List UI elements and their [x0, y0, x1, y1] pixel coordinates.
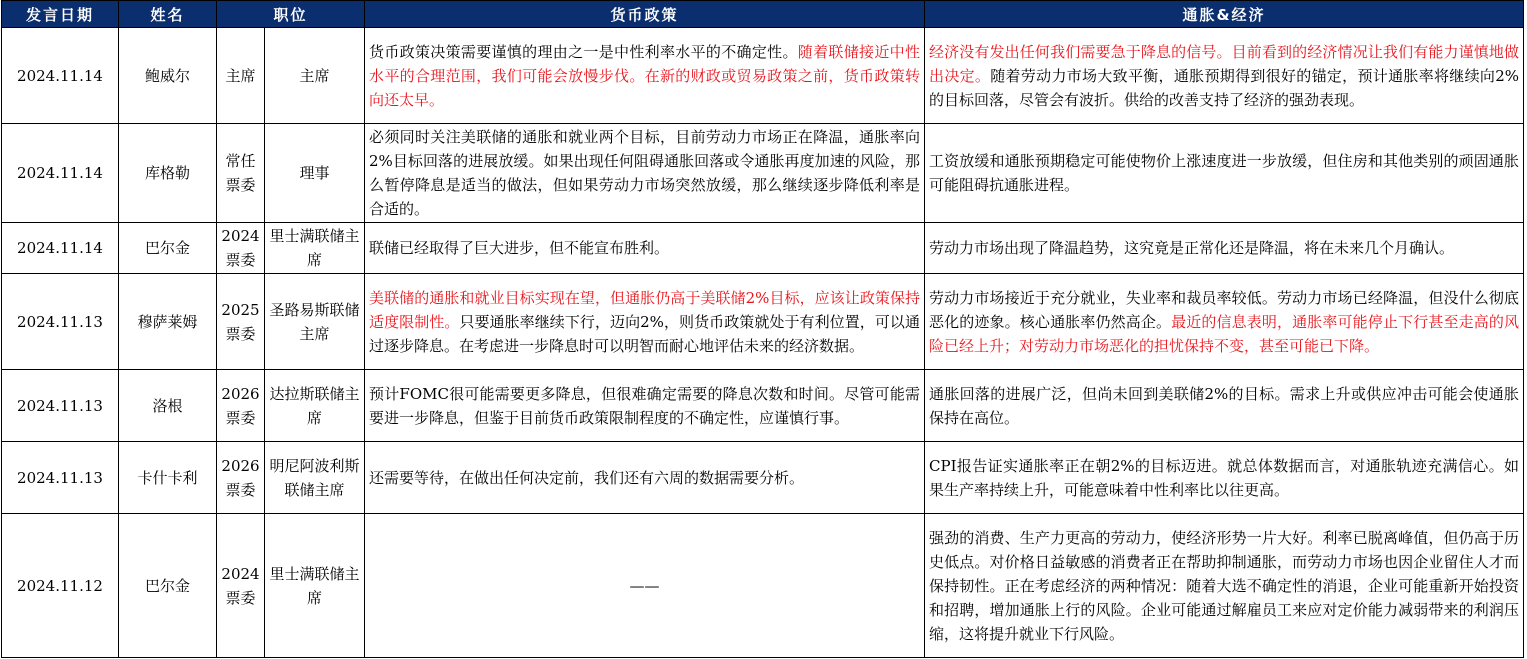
voter-status: 2024票委: [217, 514, 265, 658]
header-inflation: 通胀&经济: [925, 1, 1524, 28]
speaker-title: 明尼阿波利斯联储主席: [265, 442, 365, 514]
voter-status: 主席: [217, 28, 265, 124]
table-row: [2, 28, 1524, 124]
voter-status: 2024票委: [217, 223, 265, 274]
speaker-name: 卡什卡利: [119, 442, 217, 514]
inflation-segment: 经济没有发出任何我们需要急于降息的信号。目前看到的经济情况让我们有能力谨慎地做出决定。: [929, 42, 1520, 85]
voter-status: 2025票委: [217, 274, 265, 370]
inflation-text: [925, 274, 1524, 370]
policy-segment: 只要通胀率继续下行，迈向2%，则货币政策就处于有利位置，可以通过逐步降息。在考虑进一步降息时可以明智而耐心地评估未来的经济数据。: [369, 312, 920, 355]
speech-date: 2024.11.14: [2, 28, 119, 124]
speaker-title: 圣路易斯联储主席: [265, 274, 365, 370]
speech-date: 2024.11.12: [2, 514, 119, 658]
inflation-text: [925, 514, 1524, 658]
inflation-text: [925, 442, 1524, 514]
policy-segment: 还需要等待，在做出任何决定前，我们还有六周的数据需要分析。: [369, 468, 805, 487]
header-position: 职位: [217, 1, 365, 28]
speaker-title: 理事: [265, 124, 365, 223]
inflation-segment: 随着劳动力市场大致平衡，通胀预期得到很好的锚定，预计通胀率将继续向2%的目标回落，尽管会有波折。供给的改善支持了经济的强劲表现。: [929, 66, 1519, 109]
table-header-row: [2, 1, 1524, 28]
table-row: [2, 514, 1524, 658]
policy-text: [365, 274, 925, 370]
speech-date: 2024.11.13: [2, 274, 119, 370]
table-row: [2, 370, 1524, 442]
policy-segment: 美联储的通胀和就业目标实现在望，但通胀仍高于美联储2%目标，应该让政策保持适度限制性。: [369, 288, 921, 331]
inflation-segment: CPI报告证实通胀率正在朝2%的目标迈进。就总体数据而言，对通胀轨迹充满信心。如果生产率持续上升，可能意味着中性利率比以往更高。: [929, 456, 1520, 499]
policy-text: [365, 124, 925, 223]
inflation-text: [925, 28, 1524, 124]
inflation-segment: 劳动力市场出现了降温趋势，这究竟是正常化还是降温，将在未来几个月确认。: [929, 239, 1455, 257]
fed-speech-table: [1, 0, 1524, 658]
inflation-segment: 强劲的消费、生产力更高的劳动力，使经济形势一片大好。利率已脱离峰值，但仍高于历史低点。对价格日益敏感的消费者正在帮助抑制通胀，而劳动力市场也因企业留住人才而保持韧性。正在考虑经济的两种情况：随着大选不确定性的消退，企业可能重新开始投资和招聘，增加通胀上行的风险。企业可能通过解雇员工来应对定价能力减弱带来的利润压缩，这将提升就业下行风险。: [929, 528, 1520, 643]
speaker-name: 库格勒: [119, 124, 217, 223]
policy-segment: ——: [629, 576, 660, 595]
speaker-title: 主席: [265, 28, 365, 124]
policy-text: [365, 514, 925, 658]
header-date: 发言日期: [2, 1, 119, 28]
table-body: [2, 28, 1524, 658]
table-row: [2, 223, 1524, 274]
speaker-name: 巴尔金: [119, 223, 217, 274]
inflation-text: [925, 223, 1524, 274]
policy-segment: 预计FOMC很可能需要更多降息，但很难确定需要的降息次数和时间。尽管可能需要进一步降息，但鉴于目前货币政策限制程度的不确定性，应谨慎行事。: [369, 384, 921, 427]
inflation-text: [925, 124, 1524, 223]
table-row: [2, 274, 1524, 370]
inflation-text: [925, 370, 1524, 442]
policy-segment: 联储已经取得了巨大进步，但不能宣布胜利。: [369, 239, 670, 257]
voter-status: 常任票委: [217, 124, 265, 223]
inflation-segment: 通胀回落的进展广泛，但尚未回到美联储2%的目标。需求上升或供应冲击可能会使通胀保持在高位。: [929, 384, 1520, 427]
speaker-name: 穆萨莱姆: [119, 274, 217, 370]
voter-status: 2026票委: [217, 442, 265, 514]
policy-text: [365, 223, 925, 274]
header-policy: 货币政策: [365, 1, 925, 28]
policy-text: [365, 370, 925, 442]
policy-text: [365, 442, 925, 514]
inflation-segment: 工资放缓和通胀预期稳定可能使物价上涨速度进一步放缓，但住房和其他类别的顽固通胀可能阻碍抗通胀进程。: [929, 152, 1520, 194]
speaker-name: 巴尔金: [119, 514, 217, 658]
speaker-title: 里士满联储主席: [265, 223, 365, 274]
policy-segment: 必须同时关注美联储的通胀和就业两个目标，目前劳动力市场正在降温，通胀率向2%目标回落的进展放缓。如果出现任何阻碍通胀回落或令通胀再度加速的风险，那么暂停降息是适当的做法，但如果劳动力市场突然放缓，那么继续逐步降低利率是合适的。: [369, 128, 921, 218]
speaker-name: 鲍威尔: [119, 28, 217, 124]
speaker-title: 里士满联储主席: [265, 514, 365, 658]
speaker-title: 达拉斯联储主席: [265, 370, 365, 442]
inflation-segment: 劳动力市场接近于充分就业，失业率和裁员率较低。劳动力市场已经降温，但没什么彻底恶化的迹象。核心通胀率仍然高企。: [929, 288, 1520, 331]
speaker-name: 洛根: [119, 370, 217, 442]
table-row: [2, 124, 1524, 223]
policy-text: [365, 28, 925, 124]
header-name: 姓名: [119, 1, 217, 28]
speech-date: 2024.11.14: [2, 223, 119, 274]
inflation-segment: 最近的信息表明，通胀率可能停止下行甚至走高的风险已经上升；对劳动力市场恶化的担忧保持不变，甚至可能已下降。: [929, 312, 1519, 355]
policy-segment: 货币政策决策需要谨慎的理由之一是中性利率水平的不确定性。: [369, 42, 798, 61]
speech-date: 2024.11.14: [2, 124, 119, 223]
speech-date: 2024.11.13: [2, 442, 119, 514]
speech-date: 2024.11.13: [2, 370, 119, 442]
table-row: [2, 442, 1524, 514]
voter-status: 2026票委: [217, 370, 265, 442]
policy-segment: 随着联储接近中性水平的合理范围，我们可能会放慢步伐。在新的财政或贸易政策之前，货币政策转向还太早。: [369, 42, 921, 109]
